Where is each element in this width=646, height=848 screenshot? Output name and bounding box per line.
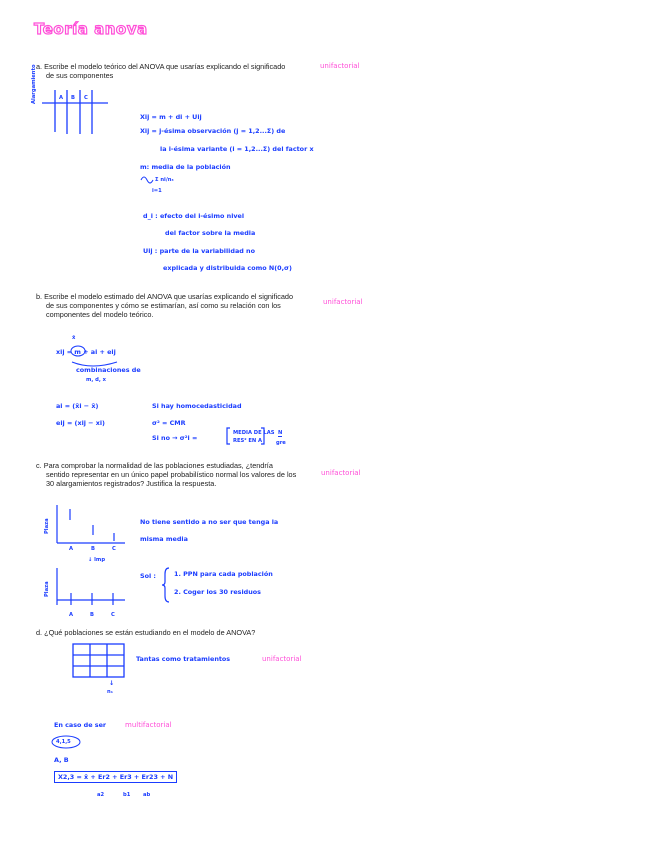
- question-b-line-1: b. Escribe el modelo estimado del ANOVA que usarías explicando el significado: [36, 292, 294, 301]
- note-d-tables-text: Tantas como tratamientos: [136, 655, 231, 663]
- plot2-y-label: Plaza: [44, 581, 50, 597]
- plot1-x-a: A: [69, 546, 74, 552]
- note-b-homo: Si hay homocedasticidad: [152, 402, 242, 410]
- table-header-c: C: [84, 95, 88, 101]
- page-title: Teoría anova: [34, 20, 148, 38]
- plot1-x-c: C: [112, 546, 116, 552]
- table-side-label: Alargamiento: [31, 64, 37, 104]
- tag-unifactorial-c: unifactorial: [321, 469, 361, 477]
- question-c-line-1: c. Para comprobar la normalidad de las poblaciones estudiadas, ¿tendría: [36, 461, 273, 470]
- note-c-text-1: No tiene sentido a no ser que tenga la: [140, 518, 279, 526]
- tag-unifactorial-a: unifactorial: [320, 62, 360, 70]
- note-d-below-1: a2: [97, 792, 105, 798]
- note-a-sum-index: i=1: [152, 188, 162, 194]
- note-d-ab: A, B: [54, 756, 69, 764]
- note-a-line-5: d_i : efecto del i-ésimo nivel: [143, 212, 245, 220]
- note-a-line-1: Xij = m + di + Uij: [140, 113, 202, 121]
- table-header-b: B: [71, 95, 75, 101]
- note-a-line-2: Xij = j-ésima observación (j = 1,2...Σ) de: [140, 127, 286, 135]
- note-c-sol-label: Sol :: [140, 572, 156, 580]
- note-d-arrow: ↓: [109, 679, 115, 687]
- note-c-sol-2: 2. Coger los 30 residuos: [174, 588, 261, 596]
- question-b-line-2: de sus componentes y cómo se estimarían, así como su relación con los: [46, 301, 281, 310]
- question-c-line-3: 30 alargamientos registrados? Justifica la respuesta.: [46, 479, 217, 488]
- question-d-line-1: d. ¿Qué poblaciones se están estudiando en el modelo de ANOVA?: [36, 628, 256, 637]
- note-c-sol-1: 1. PPN para cada población: [174, 570, 273, 578]
- note-b-frac-bot: gre: [276, 440, 286, 446]
- note-d-circled: 4,1,5: [56, 739, 71, 745]
- tag-multifactorial: multifactorial: [125, 721, 172, 729]
- note-b-ai: ai = (x̄i − x̄): [56, 402, 99, 410]
- note-a-line-7: Uij : parte de la variabilidad no: [143, 247, 255, 255]
- note-d-below-3: ab: [143, 792, 151, 798]
- note-b-frac-top: N: [278, 430, 283, 436]
- note-b-combinations: combinaciones de: [76, 366, 141, 374]
- note-b-eij: eij = (xij − xi): [56, 419, 105, 427]
- plot2-x-a: A: [69, 612, 74, 618]
- note-b-box-1: MEDIA DE LAS: [233, 430, 275, 436]
- note-b-hat: x̄: [72, 335, 76, 341]
- note-b-s2: σ² = CMR: [152, 419, 186, 427]
- note-b-formula: xij = m + ai + eij: [56, 348, 116, 356]
- plot-arrow-note: ↓ lmp: [88, 557, 106, 563]
- question-a-line-1: a. Escribe el modelo teórico del ANOVA que usarías explicando el significado: [36, 62, 286, 71]
- note-a-sum: Σ ni/n₃: [155, 177, 174, 183]
- table-header-a: A: [59, 95, 64, 101]
- question-d: [36, 628, 255, 637]
- note-c-text-2: misma media: [140, 535, 188, 543]
- tag-unifactorial-d: unifactorial: [262, 655, 302, 663]
- note-d-below-2: b1: [123, 792, 131, 798]
- plot1-x-b: B: [91, 546, 95, 552]
- plot2-x-c: C: [111, 612, 115, 618]
- note-b-no-homo: Si no → σ²i =: [152, 434, 198, 442]
- note-b-combinations-2: m, d, x: [86, 377, 107, 383]
- question-b-line-3: componentes del modelo teórico.: [46, 310, 154, 319]
- tag-unifactorial-b: unifactorial: [323, 298, 363, 306]
- question-c: [36, 461, 296, 488]
- question-c-line-2: sentido representar en un único papel probabilístico normal los valores de los: [46, 470, 297, 479]
- question-b: [36, 292, 293, 319]
- plot-y-label: Plaza: [44, 518, 50, 534]
- note-d-arrow-sub: n₁: [107, 689, 113, 695]
- note-a-line-6: del factor sobre la media: [165, 229, 256, 237]
- note-a-line-4: m: media de la población: [140, 163, 231, 171]
- note-b-box-2: RES² EN A: [233, 438, 263, 444]
- question-a-line-2: de sus componentes: [46, 71, 114, 80]
- note-d-model: X2,3 = x̄ + Er2 + Er3 + Er23 + N: [54, 771, 177, 783]
- note-a-line-8: explicada y distribuida como N(0,σ): [163, 264, 292, 272]
- note-a-line-3: la i-ésima variante (i = 1,2...Σ) del factor x: [160, 145, 314, 153]
- plot2-x-b: B: [90, 612, 94, 618]
- note-d-multi-lead: En caso de ser: [54, 721, 107, 729]
